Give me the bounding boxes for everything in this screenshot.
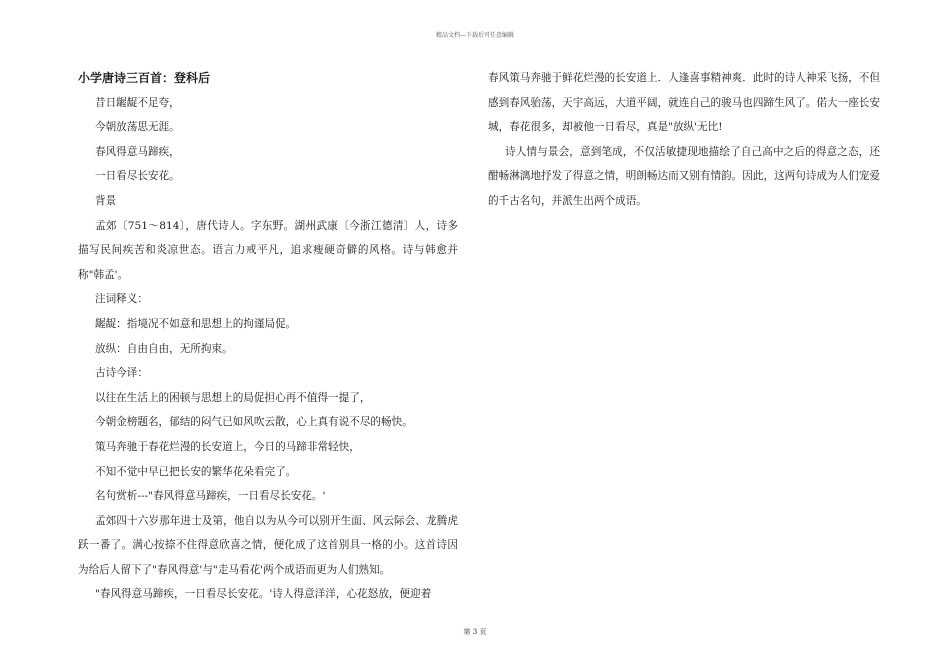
paragraph: 今朝放荡思无涯。 [95, 121, 180, 134]
paragraph: 诗人情与景会，意到笔成，不仅活敏捷现地描绘了自己高中之后的得意之态，还酣畅淋漓地抒发了得意之情，明朗畅达而又别有情韵。因此，这两句诗成为人们宠爱的千古名句，并派生出两个成语。 [488, 145, 880, 207]
paragraph: 今朝金榜题名，郁结的闷气已如风吹云散，心上真有说不尽的畅快。 [95, 416, 413, 429]
right-column-body [488, 66, 880, 214]
right-column [488, 66, 880, 214]
paragraph: 春风得意马蹄疾， [95, 145, 180, 158]
paragraph: 昔日龌龊不足夸， [95, 96, 180, 109]
paragraph: 孟郊四十六岁那年进士及第，他自以为从今可以别开生面、风云际会、龙腾虎跃一番了。满心按捺不住得意欣喜之情，便化成了这首别具一格的小。这首诗因为给后人留下了"春风得意'与"走马看花'两个成语而更为人们熟知。 [78, 514, 458, 576]
paragraph: "春风得意马蹄疾，一日看尽长安花。'诗人得意洋洋，心花怒放，便迎着 [95, 588, 432, 601]
paragraph: 背景 [95, 194, 117, 207]
paragraph: 龌龊：指境况不如意和思想上的拘谨局促。 [95, 317, 297, 330]
paragraph: 春风策马奔驰于鲜花烂漫的长安道上．人逢喜事精神爽．此时的诗人神采飞扬，不但感到春风骀荡，天宇高远，大道平阔，就连自己的骏马也四蹄生风了。偌大一座长安城，春花很多，却被他一日看尽，真是"放纵'无比! [488, 72, 880, 134]
paragraph: 不知不觉中早已把长安的繁华花朵看完了。 [95, 465, 297, 478]
document-title: 小学唐诗三百首：登科后 [78, 71, 211, 85]
page-number: 第 3 页 [463, 628, 487, 636]
paragraph: 一日看尽长安花。 [95, 170, 180, 183]
paragraph: 古诗今译： [95, 367, 148, 380]
paragraph: 策马奔驰于春花烂漫的长安道上，今日的马蹄非常轻快， [95, 440, 360, 453]
paragraph: 名句赏析---"春风得意马蹄疾，一日看尽长安花。' [95, 490, 326, 503]
paragraph: 放纵：自由自由，无所拘束。 [95, 342, 233, 355]
paragraph: 以往在生活上的困顿与思想上的局促担心再不值得一提了， [95, 391, 371, 404]
left-column [78, 66, 458, 607]
paragraph: 孟郊〔751～814〕，唐代诗人。字东野。湖州武康〔今浙江德清〕人，诗多描写民间疾苦和炎凉世态。语言力戒平凡，追求瘦硬奇僻的风格。诗与韩愈并称"韩孟'。 [78, 219, 458, 281]
left-column-body [78, 91, 458, 607]
paragraph: 注词释义： [95, 293, 148, 306]
page-header: 精品文档---下载后可任意编辑 [435, 32, 515, 39]
